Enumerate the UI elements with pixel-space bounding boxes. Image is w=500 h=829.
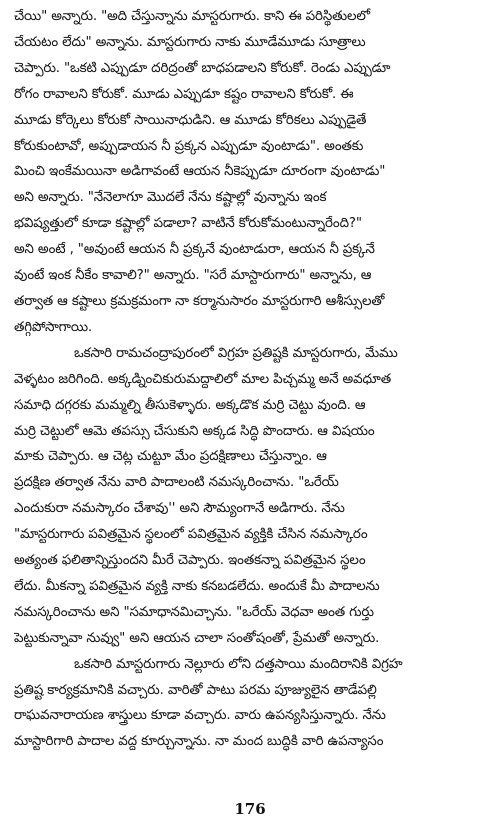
text-line: కోరుకుంటావో, అప్పుడాయన నీ ప్రక్కన ఎప్పుడూ వుంటాడు". అంతకు (14, 138, 364, 154)
text-line: మర్రి చెట్టులో ఆమె తపస్సు చేసుకుని అక్కడ సిద్ధి పొందారు. ఆ విషయం (14, 423, 375, 439)
text-line: మాస్టారిగారి పాదాల వద్ద కూర్చున్నాను. నా మంద బుద్ధికి వారి ఉపన్యాసం (14, 734, 384, 750)
text-line: అని అంటే , "అవుంటే ఆయన నీ ప్రక్కనే వుంటాడురా, ఆయన నీ ప్రక్కనే (14, 242, 375, 258)
text-line: రోగం రావాలని కోరుకో. మూడు ఎప్పుడూ కష్టం రావాలని కోరుకో. ఈ (14, 86, 354, 102)
text-line: అత్యంత ఫలితాన్నిస్తుందని మీరే చెప్పారు. ఇంతకన్నా పవిత్రమైన స్థలం (14, 553, 366, 569)
text-line: మించి ఇంకేమయినా అడిగావంటే ఆయన నీకెప్పుడూ దూరంగా వుంటాడు" (14, 164, 386, 180)
text-line: భవిష్యత్తులో కూడా కష్టాల్లో పడాలా? వాటినే కోరుకోమంటున్నారేంది?" (14, 216, 362, 232)
text-line: చెప్పారు. "ఒకటి ఎప్పుడూ దరిద్రంతో బాధపడాలని కోరుకో. రెండు ఎప్పుడూ (14, 60, 391, 76)
text-line: సమాధి దగ్గరకు మమ్మల్ని తీసుకెళ్ళారు. అక్కడొక మర్రి చెట్టు వుంది. ఆ (14, 397, 366, 413)
text-line: ప్రదక్షిణ తర్వాత నేను వారి పాదాలంటి నమస్కరించాను. "ఒరేయ్ (14, 475, 339, 491)
page-number: 176 (234, 800, 266, 818)
text-line: రాఘవనారాయణ శాస్త్రులు కూడా వచ్చారు. వారు ఉపన్యసిస్తున్నారు. నేను (14, 708, 386, 724)
text-line: వుంటే ఇంక నీకేం కావాలి?" అన్నారు. "సరే మాస్టారుగారు" అన్నాను, ఆ (14, 268, 372, 284)
text-line: అని అన్నారు. "నేనెలాగూ మొదలే నేను కష్టాల్లో వున్నాను ఇంక (14, 190, 327, 206)
text-line: చేయి" అన్నారు. "అది చేస్తున్నాను మాస్టరుగారు. కాని ఈ పరిస్థితులలో (14, 9, 370, 24)
text-line: మూడు కోర్కెలు కోరుకో సాయినాధుడిని. ఆ మూడు కోరికలు ఎప్పుడైతే (14, 112, 367, 128)
text-line: "మాస్టరుగారు పవిత్రమైన స్థలంలో పవిత్రమైన వ్యక్తికి చేసిన నమస్కారం (14, 527, 368, 543)
text-line: వెళ్ళటం జరిగింది. అక్కడ్నించికురుమద్దాలిలో మాల పిచ్చమ్మ అనే అవధూత (14, 371, 391, 387)
text-line: ప్రతిష్ట కార్యక్రమానికి వచ్చారు. వారితో పాటు పరమ పూజ్యులైన తాడేపల్లి (14, 682, 377, 698)
text-line: లేదు. మీకన్నా పవిత్రమైన వ్యక్తి నాకు కనబడలేదు. అందుకే మీ పాదాలను (14, 578, 380, 594)
body-text (14, 4, 488, 755)
text-line: తర్వాత ఆ కష్టాలు క్రమక్రమంగా నా కర్మానుసారం మాస్టరుగారి ఆశీస్సులతో (14, 293, 385, 309)
paragraph-first-line: ఒకసారి మాస్టరుగారు నెల్లూరు లోని దత్తసాయి మందిరానికి విగ్రహ (74, 656, 403, 672)
text-line: చేయటం లేదు" అన్నాను. మాస్టరుగారు నాకు మూడేమూడు సూత్రాలు (14, 34, 366, 50)
text-line: నమస్కరించాను అని "సమాధానమిచ్చాను. "ఒరేయ్ వెధవా అంత గుర్తు (14, 604, 374, 620)
text-line: మాకు చెప్పారు. ఆ చెట్ల చుట్టూ మేం ప్రదక్షిణాలు చేస్తున్నాం. ఆ (14, 449, 327, 465)
text-line: ఎందుకురా నమస్కారం చేశావు'' అని సౌమ్యంగానే అడిగారు. నేను (14, 501, 345, 517)
text-line: పెట్టుకున్నావా నువ్వు" అని ఆయన చాలా సంతోషంతో, ప్రేమతో అన్నారు. (14, 630, 380, 646)
text-line: తగ్గిపోసాగాయి. (14, 319, 93, 335)
paragraph-first-line: ఒకసారి రామచంద్రాపురంలో విగ్రహ ప్రతిష్టకి మాస్టరుగారు, మేము (74, 345, 398, 361)
